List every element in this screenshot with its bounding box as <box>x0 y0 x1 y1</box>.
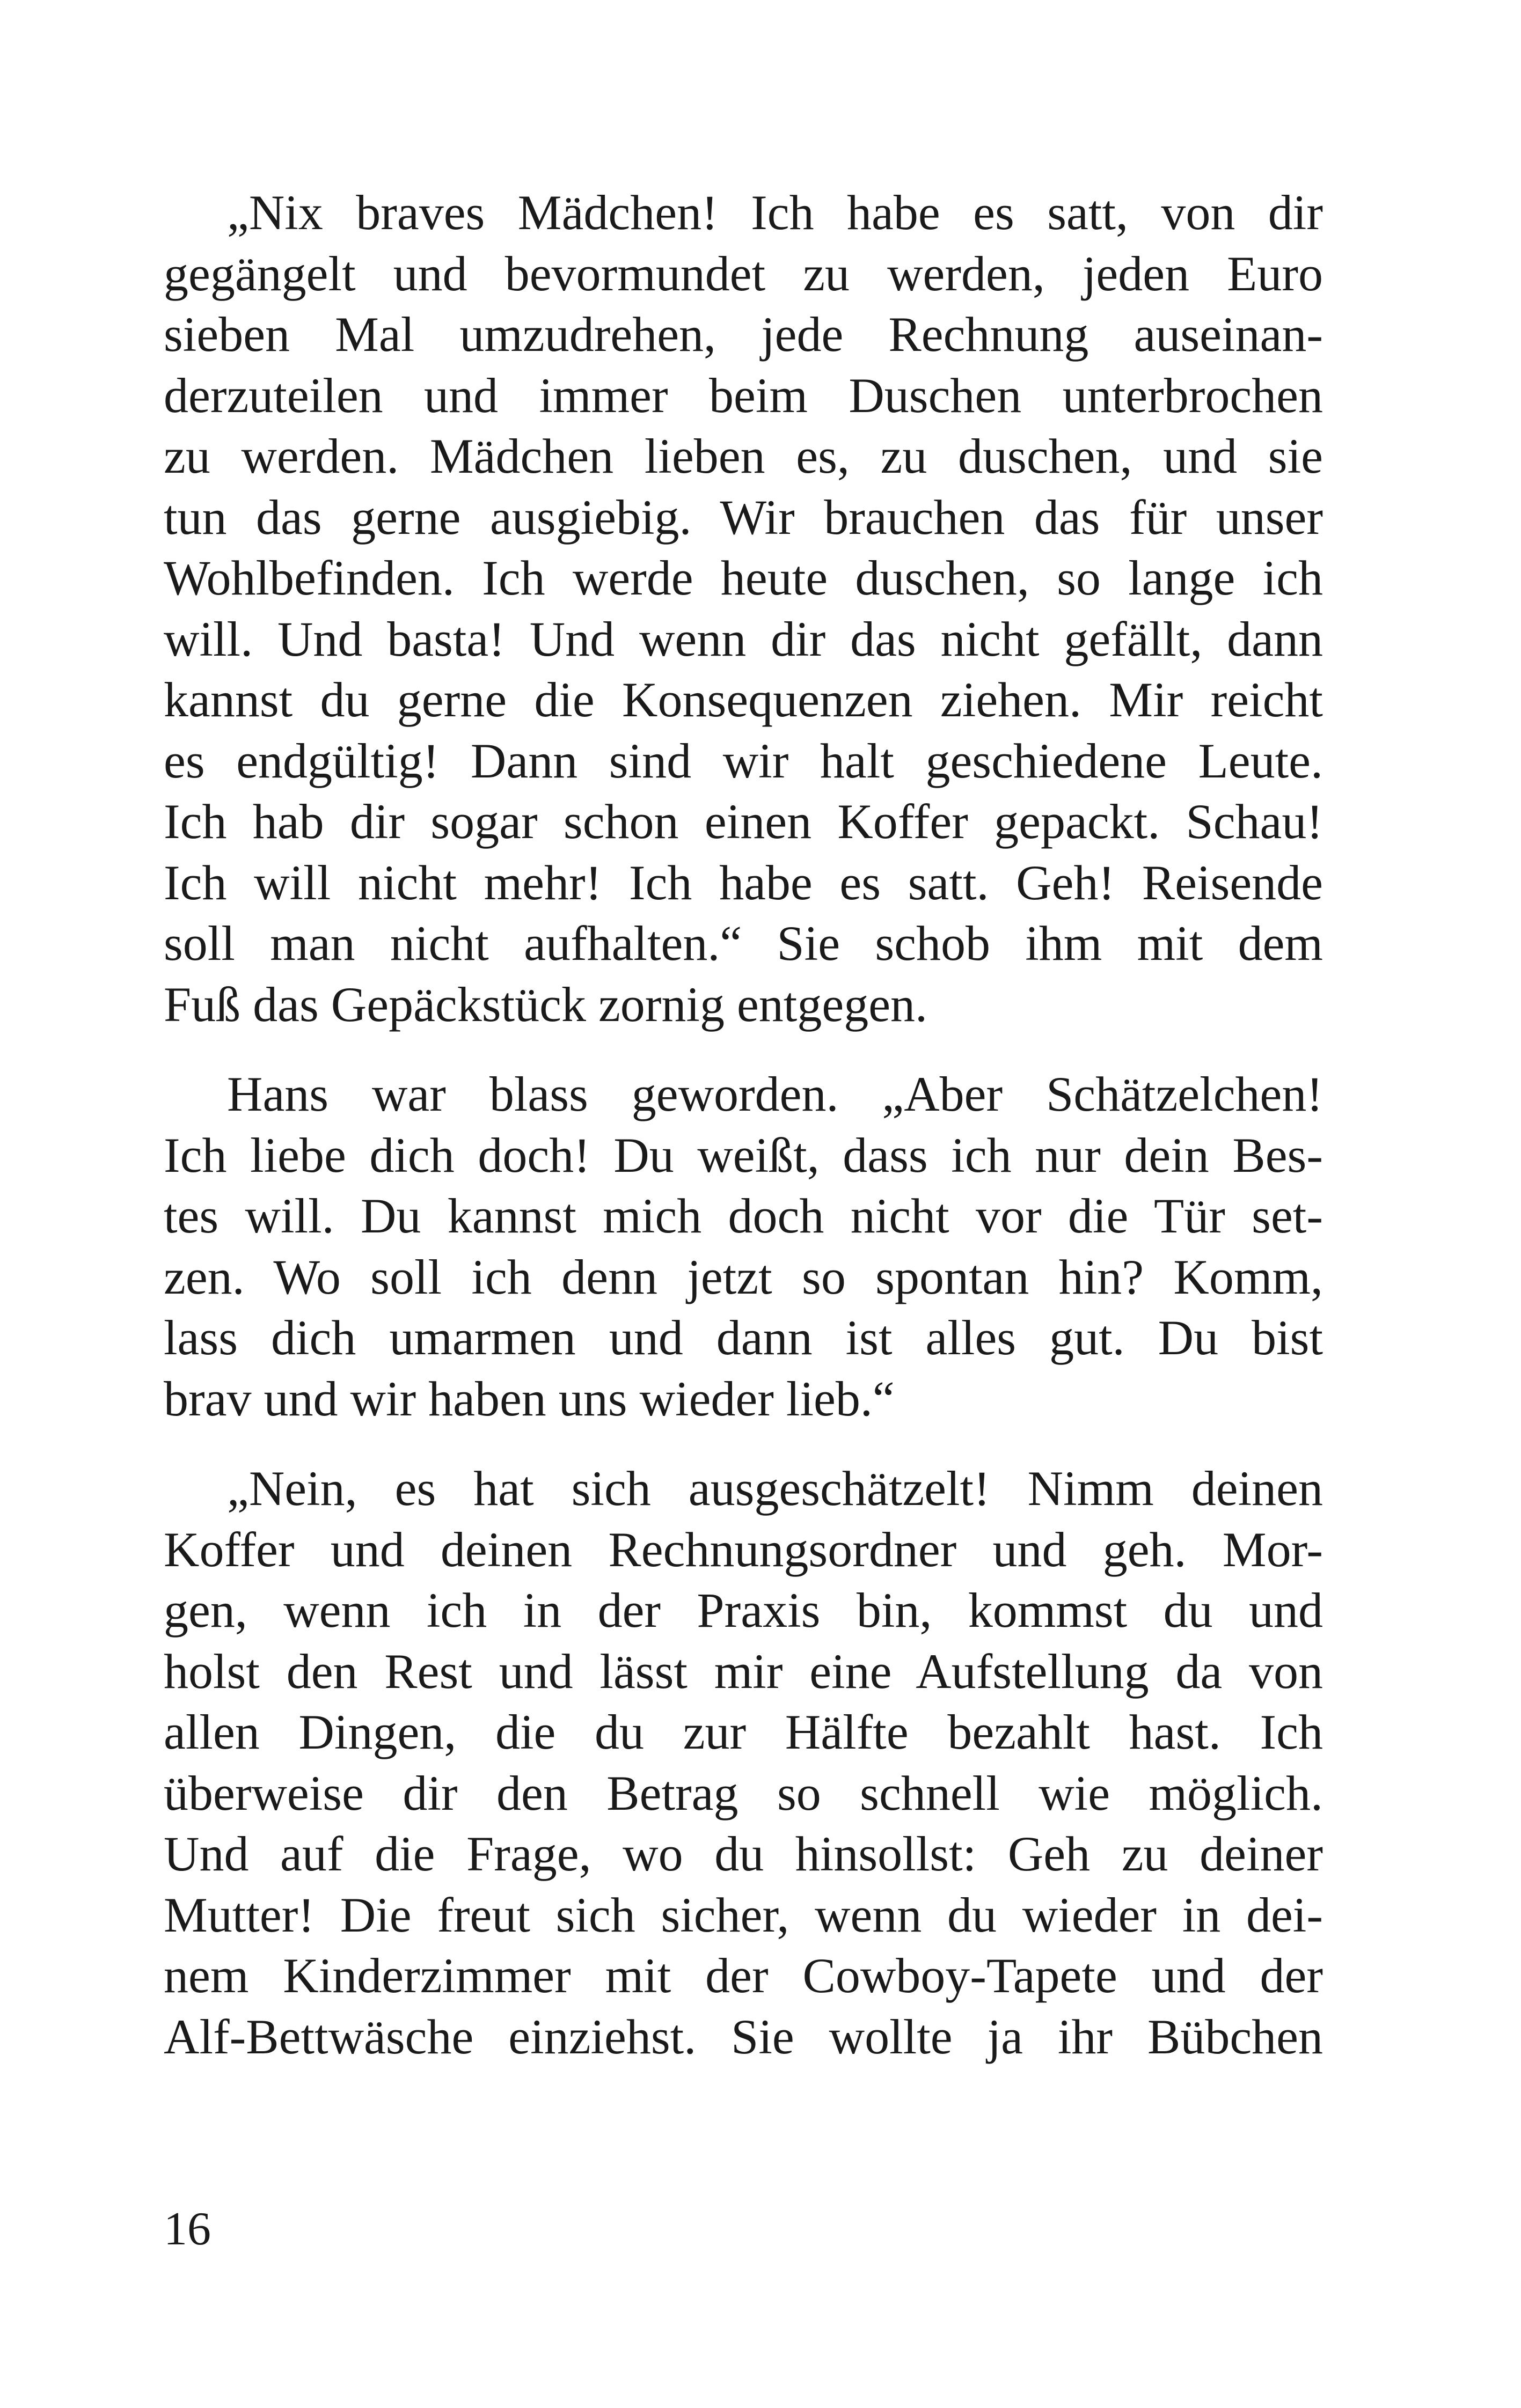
text-line: „Nix braves Mädchen! Ich habe es satt, von dir <box>227 185 1323 240</box>
text-line: Koffer und deinen Rechnungsordner und geh. Mor- <box>164 1522 1323 1577</box>
text-line: überweise dir den Betrag so schnell wie möglich. <box>164 1765 1323 1820</box>
text-line: soll man nicht aufhalten.“ Sie schob ihm mit dem <box>164 916 1323 971</box>
page-body <box>164 182 1323 2096</box>
text-line: derzuteilen und immer beim Duschen unterbrochen <box>164 368 1323 423</box>
text-line: gen, wenn ich in der Praxis bin, kommst du und <box>164 1583 1323 1638</box>
paragraph <box>164 1458 1323 2067</box>
text-line: nem Kinderzimmer mit der Cowboy-Tapete und der <box>164 1948 1323 2003</box>
text-line: zen. Wo soll ich denn jetzt so spontan hin? Komm, <box>164 1249 1323 1304</box>
text-line: „Nein, es hat sich ausgeschätzelt! Nimm deinen <box>227 1461 1323 1516</box>
text-line: will. Und basta! Und wenn dir das nicht gefällt, dann <box>164 611 1323 666</box>
text-line: kannst du gerne die Konsequenzen ziehen. Mir reicht <box>164 672 1323 727</box>
text-line: gegängelt und bevormundet zu werden, jeden Euro <box>164 246 1323 301</box>
text-line: es endgültig! Dann sind wir halt geschiedene Leute. <box>164 733 1323 788</box>
paragraph <box>164 182 1323 1035</box>
text-line: Mutter! Die freut sich sicher, wenn du wieder in dei- <box>164 1887 1323 1942</box>
text-line: sieben Mal umzudrehen, jede Rechnung auseinan- <box>164 307 1323 362</box>
paragraph <box>164 1064 1323 1429</box>
text-line: zu werden. Mädchen lieben es, zu duschen, und sie <box>164 429 1323 483</box>
text-line: Ich liebe dich doch! Du weißt, dass ich nur dein Bes- <box>164 1127 1323 1183</box>
text-line: tun das gerne ausgiebig. Wir brauchen das für unser <box>164 489 1323 545</box>
text-line: Hans war blass geworden. „Aber Schätzelchen! <box>227 1067 1323 1121</box>
text-line: tes will. Du kannst mich doch nicht vor die Tür set- <box>164 1188 1323 1243</box>
text-line: holst den Rest und lässt mir eine Aufstellung da von <box>164 1643 1323 1699</box>
page-number: 16 <box>164 2203 211 2255</box>
text-line: Fuß das Gepäckstück zornig entgegen. <box>164 977 928 1032</box>
text-line: Ich hab dir sogar schon einen Koffer gepackt. Schau! <box>164 794 1323 849</box>
text-line: Alf-Bettwäsche einziehst. Sie wollte ja ihr Bübchen <box>164 2009 1323 2064</box>
text-line: Ich will nicht mehr! Ich habe es satt. Geh! Reisende <box>164 855 1323 910</box>
text-line: lass dich umarmen und dann ist alles gut. Du bist <box>164 1310 1323 1365</box>
text-line: brav und wir haben uns wieder lieb.“ <box>164 1371 895 1426</box>
text-line: allen Dingen, die du zur Hälfte bezahlt hast. Ich <box>164 1705 1323 1759</box>
text-line: Und auf die Frage, wo du hinsollst: Geh zu deiner <box>164 1826 1323 1881</box>
text-line: Wohlbefinden. Ich werde heute duschen, so lange ich <box>164 550 1323 605</box>
